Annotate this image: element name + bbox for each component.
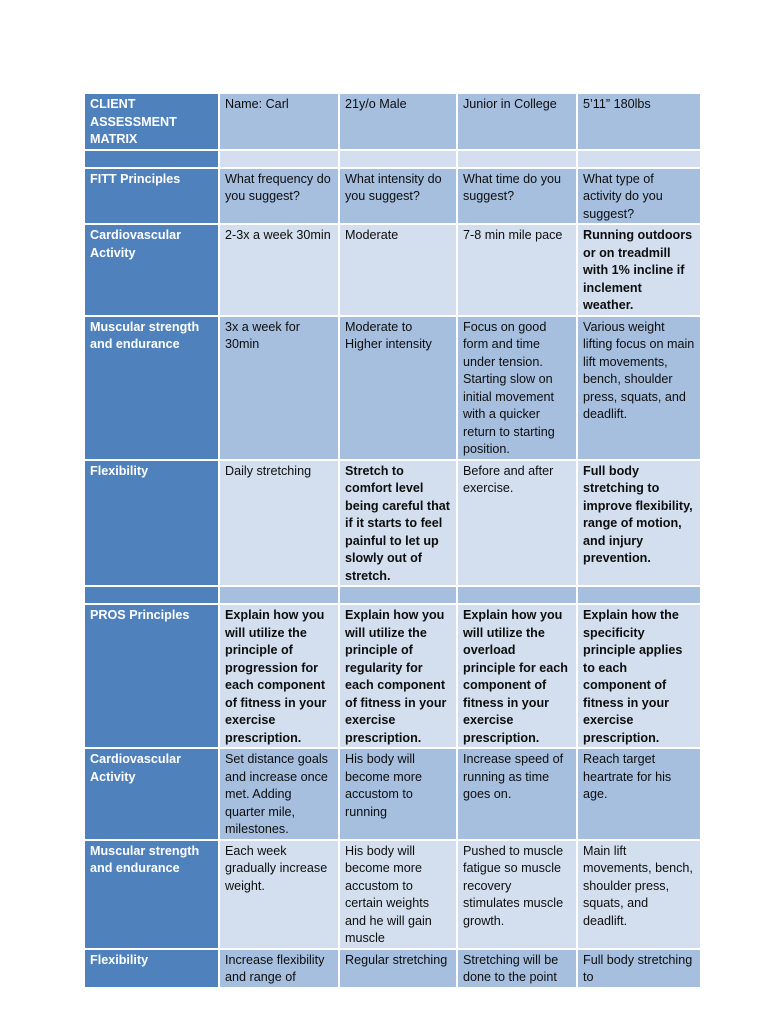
- cardio-frequency-cell: 2-3x a week 30min: [219, 224, 339, 316]
- spacer-cell: [457, 150, 577, 168]
- row-fitt-flexibility: [84, 460, 701, 587]
- row-fitt-cardio: [84, 224, 701, 316]
- client-height-weight-cell: 5’11” 180lbs: [577, 93, 701, 150]
- flexibility-regularity-cell: Regular stretching: [339, 949, 457, 988]
- client-status-cell: Junior in College: [457, 93, 577, 150]
- row-pros-flexibility: [84, 949, 701, 988]
- row-pros-principles: [84, 604, 701, 748]
- fitt-principles-label: FITT Principles: [84, 168, 219, 225]
- muscular-label: Muscular strength and endurance: [84, 840, 219, 949]
- muscular-intensity-cell: Moderate to Higher intensity: [339, 316, 457, 460]
- frequency-question-cell: What frequency do you suggest?: [219, 168, 339, 225]
- specificity-question-cell: Explain how the specificity principle applies to each component of fitness in your exercise prescription.: [577, 604, 701, 748]
- muscular-overload-cell: Pushed to muscle fatigue so muscle recovery stimulates muscle growth.: [457, 840, 577, 949]
- flexibility-type-cell: Full body stretching to improve flexibility, range of motion, and injury prevention.: [577, 460, 701, 587]
- row-pros-muscular: [84, 840, 701, 949]
- flexibility-specificity-cell: Full body stretching to: [577, 949, 701, 988]
- intensity-question-cell: What intensity do you suggest?: [339, 168, 457, 225]
- flexibility-time-cell: Before and after exercise.: [457, 460, 577, 587]
- spacer-cell: [339, 586, 457, 604]
- row-spacer: [84, 150, 701, 168]
- regularity-question-cell: Explain how you will utilize the principle of regularity for each component of fitness in your exercise prescription.: [339, 604, 457, 748]
- type-question-cell: What type of activity do you suggest?: [577, 168, 701, 225]
- overload-question-cell: Explain how you will utilize the overload principle for each component of fitness in your exercise prescription.: [457, 604, 577, 748]
- row-pros-cardio: [84, 748, 701, 840]
- cardio-intensity-cell: Moderate: [339, 224, 457, 316]
- spacer-cell: [84, 150, 219, 168]
- spacer-cell: [219, 586, 339, 604]
- cardio-type-cell: Running outdoors or on treadmill with 1% incline if inclement weather.: [577, 224, 701, 316]
- cardio-label: Cardiovascular Activity: [84, 224, 219, 316]
- muscular-type-cell: Various weight lifting focus on main lift movements, bench, shoulder press, squats, and deadlift.: [577, 316, 701, 460]
- flexibility-label: Flexibility: [84, 460, 219, 587]
- flexibility-label: Flexibility: [84, 949, 219, 988]
- row-spacer: [84, 586, 701, 604]
- client-age-sex-cell: 21y/o Male: [339, 93, 457, 150]
- progression-question-cell: Explain how you will utilize the principle of progression for each component of fitness in your exercise prescription.: [219, 604, 339, 748]
- time-question-cell: What time do you suggest?: [457, 168, 577, 225]
- cardio-time-cell: 7-8 min mile pace: [457, 224, 577, 316]
- spacer-cell: [84, 586, 219, 604]
- muscular-time-cell: Focus on good form and time under tension. Starting slow on initial movement with a quicker return to starting position.: [457, 316, 577, 460]
- cardio-label: Cardiovascular Activity: [84, 748, 219, 840]
- flexibility-overload-cell: Stretching will be done to the point: [457, 949, 577, 988]
- spacer-cell: [577, 586, 701, 604]
- spacer-cell: [457, 586, 577, 604]
- spacer-cell: [577, 150, 701, 168]
- row-fitt-principles: [84, 168, 701, 225]
- pros-principles-label: PROS Principles: [84, 604, 219, 748]
- flexibility-progression-cell: Increase flexibility and range of: [219, 949, 339, 988]
- muscular-specificity-cell: Main lift movements, bench, shoulder press, squats, and deadlift.: [577, 840, 701, 949]
- muscular-frequency-cell: 3x a week for 30min: [219, 316, 339, 460]
- cardio-regularity-cell: His body will become more accustom to running: [339, 748, 457, 840]
- row-fitt-muscular: [84, 316, 701, 460]
- flexibility-intensity-cell: Stretch to comfort level being careful that if it starts to feel painful to let up slowly out of stretch.: [339, 460, 457, 587]
- cardio-progression-cell: Set distance goals and increase once met. Adding quarter mile, milestones.: [219, 748, 339, 840]
- muscular-label: Muscular strength and endurance: [84, 316, 219, 460]
- muscular-regularity-cell: His body will become more accustom to certain weights and he will gain muscle: [339, 840, 457, 949]
- matrix-title-cell: CLIENT ASSESSMENT MATRIX: [84, 93, 219, 150]
- client-name-cell: Name: Carl: [219, 93, 339, 150]
- flexibility-frequency-cell: Daily stretching: [219, 460, 339, 587]
- spacer-cell: [339, 150, 457, 168]
- spacer-cell: [219, 150, 339, 168]
- cardio-overload-cell: Increase speed of running as time goes on.: [457, 748, 577, 840]
- muscular-progression-cell: Each week gradually increase weight.: [219, 840, 339, 949]
- cardio-specificity-cell: Reach target heartrate for his age.: [577, 748, 701, 840]
- row-client-info: [84, 93, 701, 150]
- client-assessment-matrix: [83, 92, 702, 989]
